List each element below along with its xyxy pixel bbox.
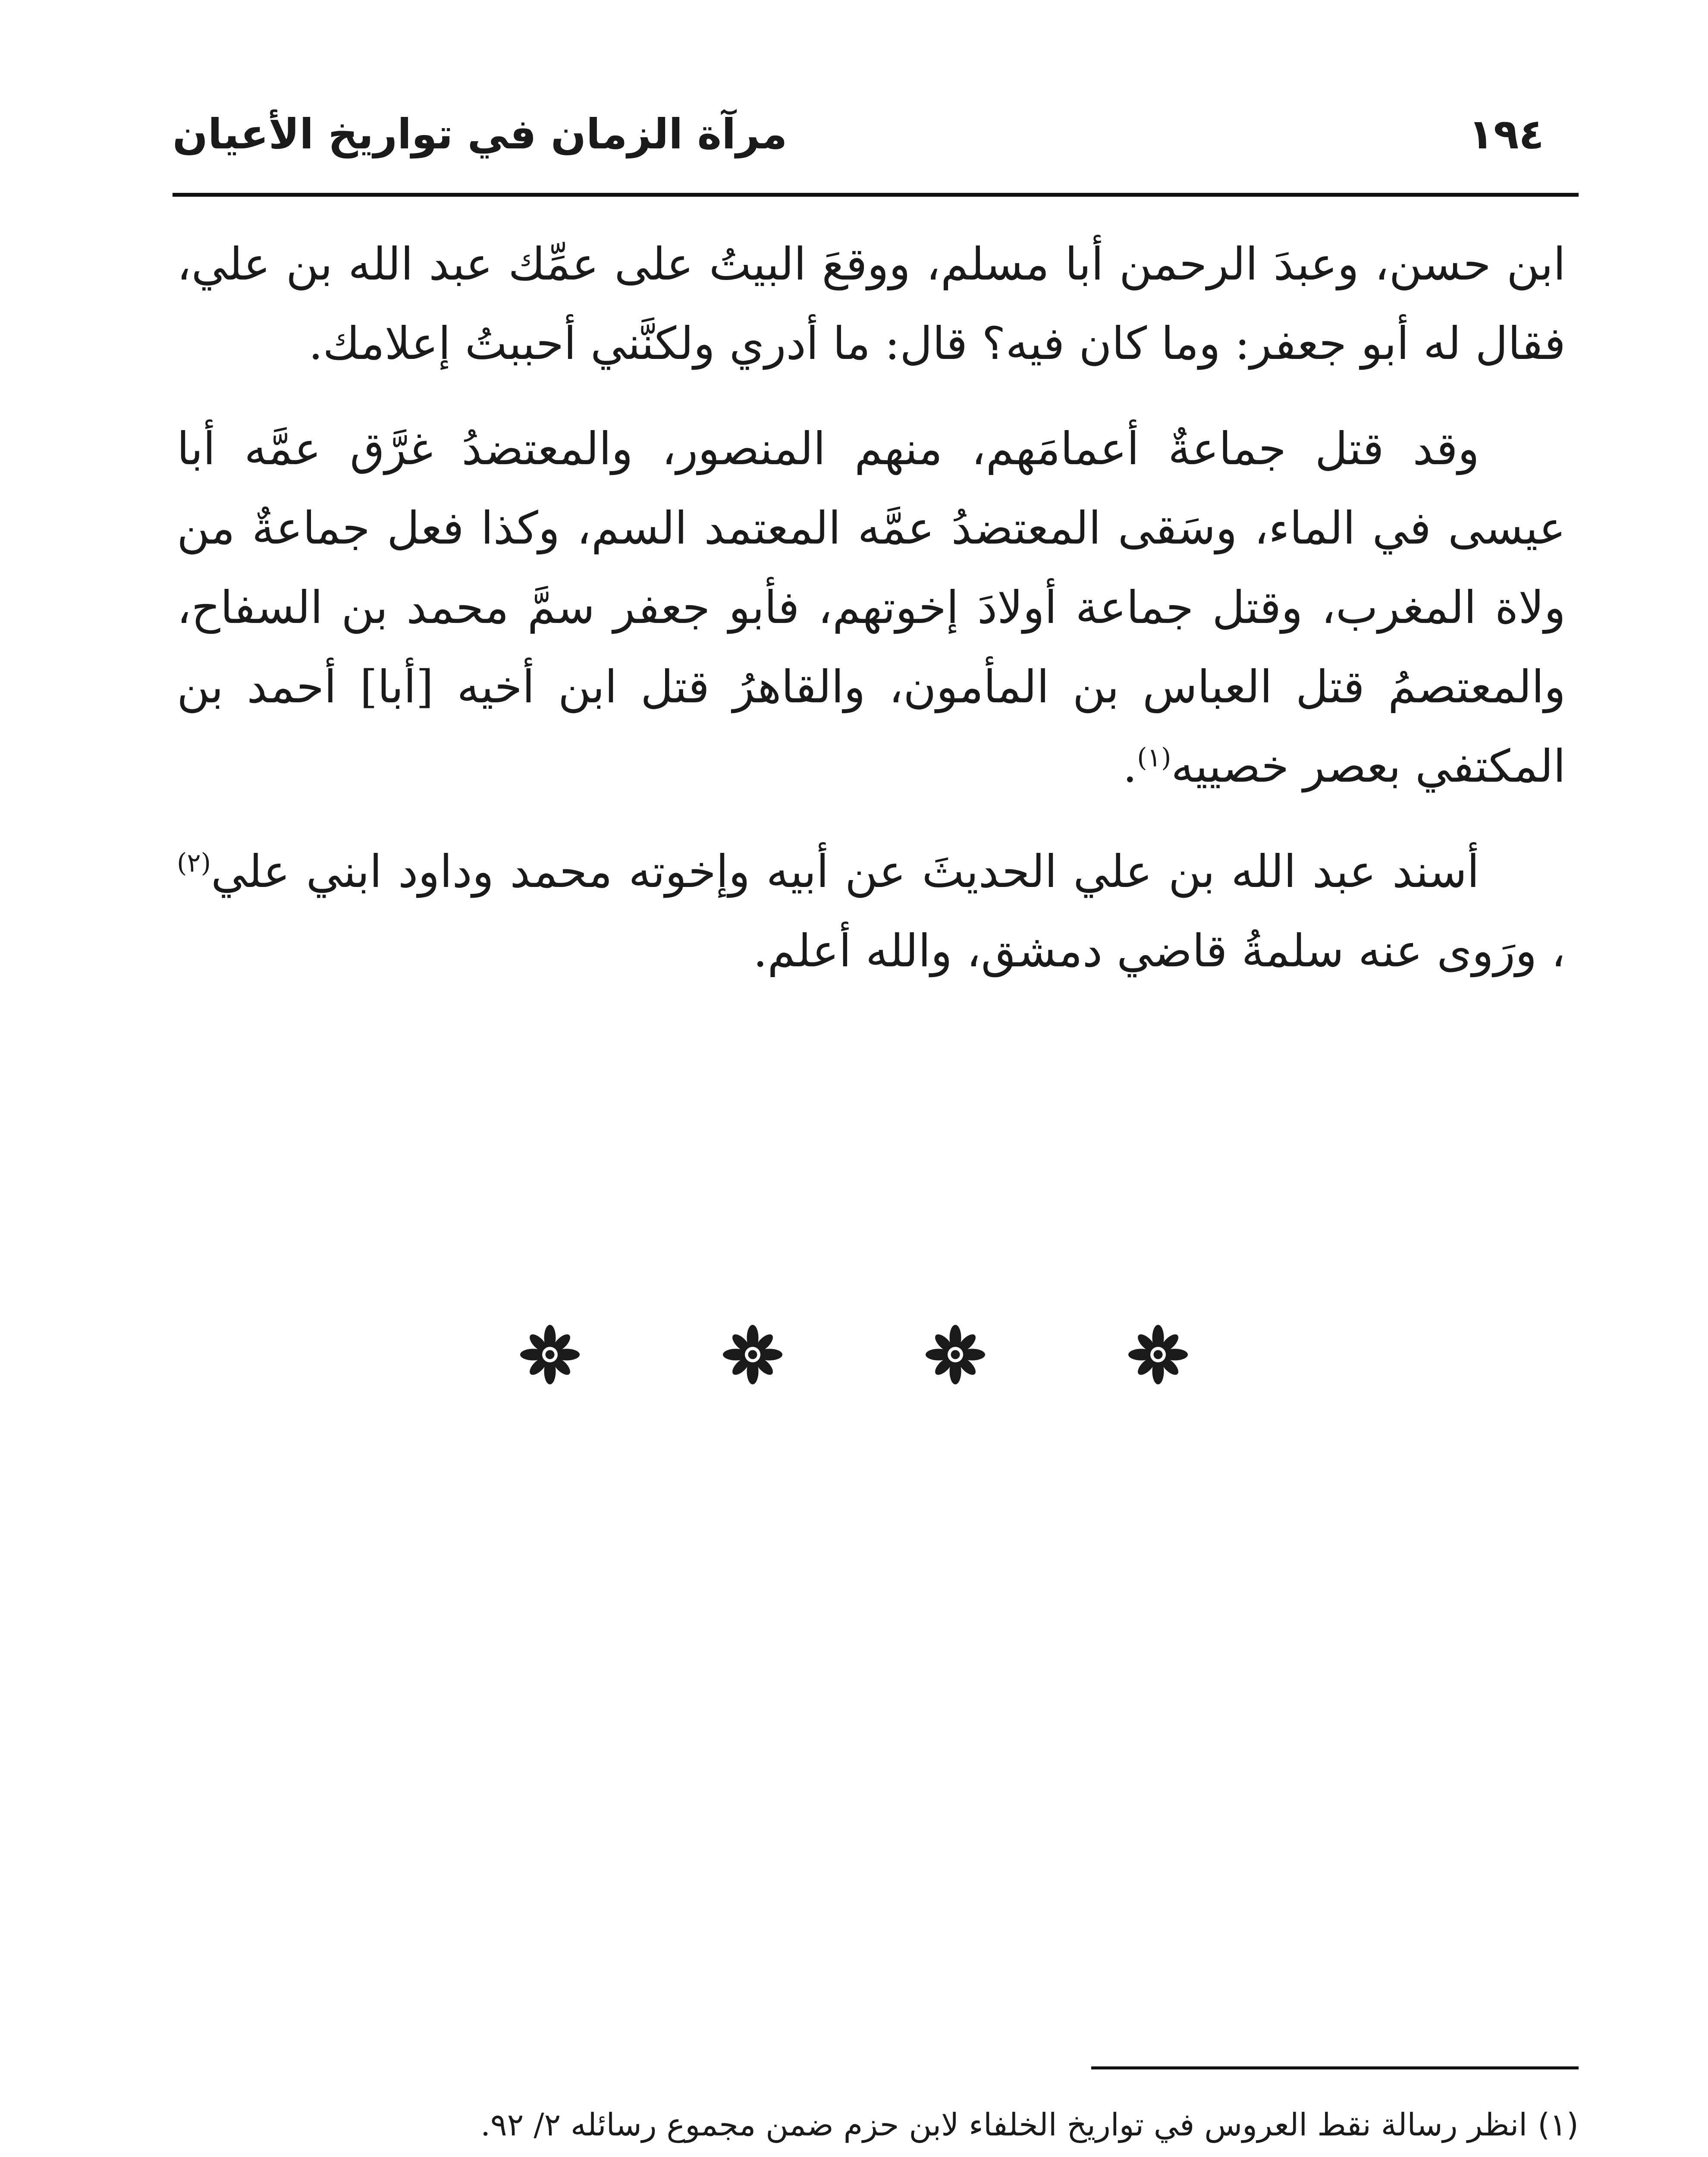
footnote-number: (١) (1538, 2107, 1579, 2143)
paragraph-3 (177, 832, 1566, 990)
flower-ornament-icon (518, 1322, 582, 1387)
paragraph-3-text: أسند عبد الله بن علي الحديثَ عن أبيه وإخوته محمد وداود ابني علي (211, 845, 1479, 898)
running-title: مرآة الزمان في تواريخ الأعيان (173, 110, 788, 158)
paragraph-3-end: ، ورَوى عنه سلمةُ قاضي دمشق، والله أعلم. (753, 924, 1566, 977)
paragraph-2-end: . (1123, 740, 1137, 792)
footnote-marker-1: (١) (1137, 742, 1171, 773)
footnote-marker-2: (٢) (177, 848, 211, 878)
paragraph-2 (177, 409, 1566, 806)
section-ornaments (518, 1311, 1190, 1398)
paragraph-2-text: وقد قتل جماعةٌ أعمامَهم، منهم المنصور، والمعتضدُ غرَّق عمَّه أبا عيسى في الماء، وسَقى المعتضدُ عمَّه المعتمد السم، وكذا فعل جماعةٌ من ولاة المغرب، وقتل جماعة أولادَ إخوتهم، فأبو جعفر سمَّ محمد بن السفاح، والمعتصمُ قتل العباس بن المأمون، والقاهرُ قتل ابن أخيه [أبا] أحمد بن المكتفي بعصر خصييه (177, 422, 1566, 792)
paragraph-1: ابن حسن، وعبدَ الرحمن أبا مسلم، ووقعَ البيتُ على عمِّك عبد الله بن علي، فقال له أبو جعفر: وما كان فيه؟ قال: ما أدري ولكنَّني أحببتُ إعلامك. (177, 238, 1566, 370)
footnote-1 (168, 2097, 1579, 2153)
page-header (173, 93, 1579, 179)
flower-ornament-icon (1126, 1322, 1190, 1387)
page-number: ١٩٤ (1468, 110, 1544, 158)
footnote-text: انظر رسالة نقط العروس في تواريخ الخلفاء لابن حزم ضمن مجموع رسائله ٢/ ٩٢. (480, 2107, 1528, 2143)
flower-ornament-icon (720, 1322, 785, 1387)
header-rule (173, 193, 1579, 197)
flower-ornament-icon (923, 1322, 988, 1387)
footnote-separator (1091, 2066, 1579, 2069)
footnotes (168, 2097, 1579, 2157)
main-text (177, 224, 1566, 1016)
